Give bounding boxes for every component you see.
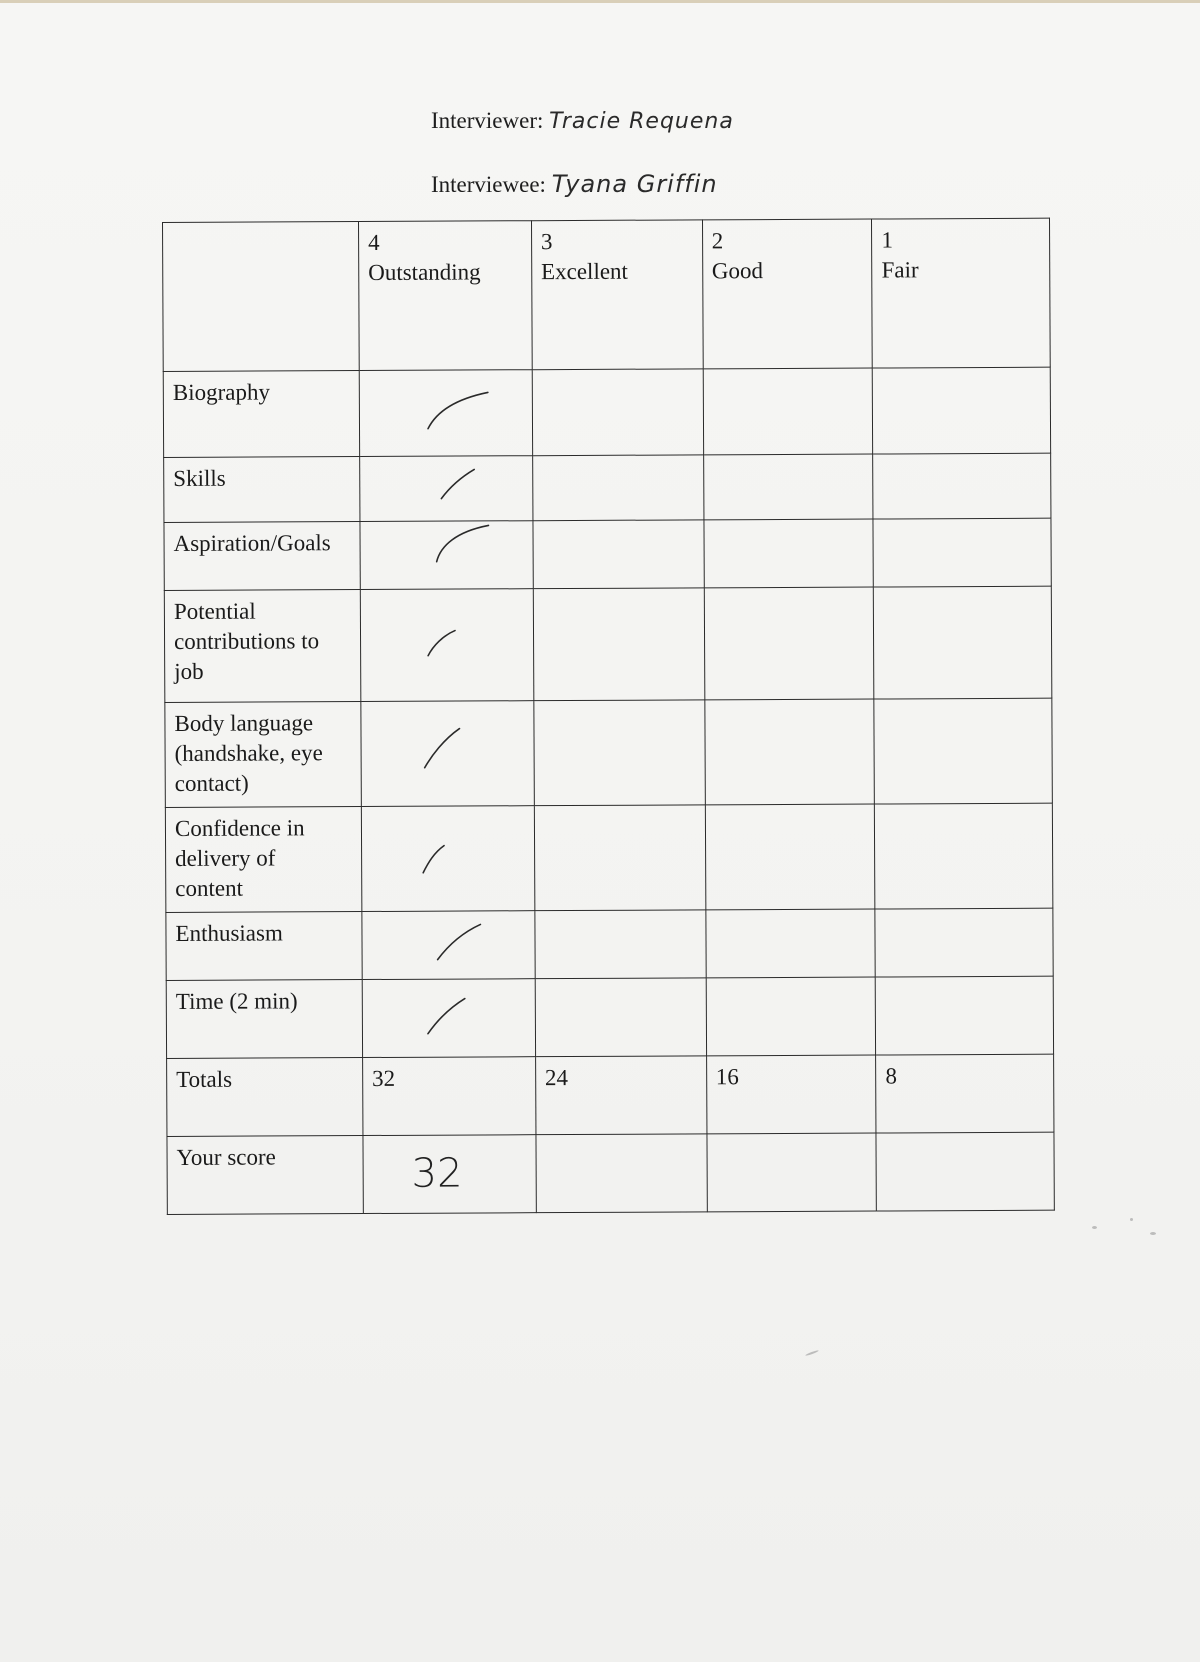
- rating-cell-4[interactable]: [360, 589, 533, 702]
- column-score: 4: [367, 229, 380, 255]
- interviewee-name-handwritten: Tyana Griffin: [551, 170, 718, 198]
- column-label: Fair: [881, 257, 919, 283]
- criterion-label: [164, 522, 360, 591]
- rating-cell-1[interactable]: [875, 803, 1053, 909]
- criterion-row-aspiration-goals: [164, 518, 1051, 590]
- rating-cell-1[interactable]: [873, 367, 1051, 454]
- criterion-label-line: Enthusiasm: [175, 920, 283, 946]
- criterion-row-time: [166, 976, 1053, 1058]
- interviewer-label: Interviewer:: [431, 108, 544, 133]
- rating-cell-3[interactable]: [534, 700, 705, 806]
- rating-cell-1[interactable]: [873, 453, 1051, 519]
- column-score: 2: [711, 228, 724, 254]
- rating-cell-2[interactable]: [705, 804, 875, 910]
- header-cell-good: [702, 219, 872, 369]
- rating-cell-3[interactable]: [532, 369, 703, 456]
- rating-cell-1[interactable]: [873, 518, 1051, 587]
- criterion-label-line: Potential: [173, 598, 256, 624]
- checkmark-icon: [438, 466, 478, 502]
- checkmark-icon: [420, 843, 448, 877]
- checkmark-icon: [426, 388, 492, 432]
- checkmark-icon: [432, 521, 492, 565]
- rating-cell-4[interactable]: [362, 979, 535, 1058]
- rating-cell-1[interactable]: [875, 908, 1053, 977]
- criterion-row-enthusiasm: [166, 908, 1053, 980]
- column-label: Good: [711, 258, 764, 284]
- criterion-row-biography: [163, 367, 1050, 457]
- criterion-label-line: content: [175, 875, 244, 901]
- paper-speck: [1130, 1218, 1133, 1221]
- criterion-label-line: job: [174, 658, 204, 684]
- total-value-2: 16: [706, 1055, 876, 1134]
- rating-cell-4[interactable]: [360, 456, 533, 522]
- your-score-label: Your score: [167, 1136, 363, 1215]
- rating-cell-3[interactable]: [533, 588, 704, 701]
- your-score-cell[interactable]: [363, 1135, 536, 1214]
- rating-cell-4[interactable]: [361, 806, 534, 912]
- checkmark-icon: [425, 996, 469, 1038]
- criterion-label: [165, 807, 361, 913]
- criterion-label: [164, 457, 360, 523]
- criterion-label-line: Biography: [172, 379, 271, 405]
- total-value-3: 24: [535, 1056, 706, 1135]
- rating-cell-4[interactable]: [360, 521, 533, 590]
- criterion-label-line: Confidence in: [174, 815, 305, 841]
- rating-cell-2[interactable]: [705, 909, 875, 978]
- checkmark-icon: [434, 921, 484, 963]
- rating-cell-2[interactable]: [704, 699, 874, 805]
- interviewee-label: Interviewee:: [431, 172, 546, 197]
- column-score: 1: [881, 227, 893, 253]
- rating-cell-2[interactable]: [704, 587, 874, 700]
- paper-top-edge: [0, 0, 1200, 3]
- totals-label: Totals: [167, 1058, 363, 1137]
- criterion-row-confidence: [165, 803, 1053, 912]
- paper-speck: [1150, 1232, 1156, 1235]
- rating-cell-1[interactable]: [874, 698, 1052, 804]
- total-value-1: 8: [876, 1054, 1054, 1133]
- total-value-4: 32: [363, 1057, 536, 1136]
- criterion-row-potential-contributions: [164, 586, 1052, 702]
- your-score-handwritten: 32: [411, 1150, 463, 1197]
- rating-cell-3[interactable]: [535, 978, 706, 1057]
- criterion-label-line: (handshake, eye: [174, 740, 323, 766]
- rating-cell-3[interactable]: [533, 520, 704, 589]
- header-cell-excellent: [531, 220, 703, 370]
- your-score-empty-2[interactable]: [707, 1133, 877, 1212]
- rating-cell-3[interactable]: [535, 910, 706, 979]
- rating-cell-1[interactable]: [876, 976, 1054, 1055]
- paper-speck: [805, 1350, 819, 1357]
- rating-cell-4[interactable]: [361, 701, 534, 807]
- rating-cell-1[interactable]: [874, 586, 1052, 699]
- criterion-row-body-language: [165, 698, 1053, 807]
- criterion-label: [166, 980, 362, 1059]
- header-cell-outstanding: [358, 221, 532, 371]
- rating-cell-2[interactable]: [703, 454, 873, 520]
- interviewee-line: [431, 170, 718, 198]
- rubric-table: [162, 218, 1055, 1215]
- criterion-label-line: Aspiration/Goals: [173, 530, 331, 556]
- your-score-empty-1[interactable]: [876, 1132, 1054, 1211]
- column-score: 3: [540, 229, 553, 255]
- your-score-row: [167, 1132, 1054, 1214]
- checkmark-icon: [425, 628, 459, 660]
- rating-cell-2[interactable]: [706, 977, 876, 1056]
- criterion-row-skills: [164, 453, 1051, 522]
- interviewer-name-handwritten: Tracie Requena: [549, 109, 734, 134]
- rating-cell-4[interactable]: [362, 911, 535, 980]
- interviewer-line: [431, 108, 734, 134]
- criterion-label: [163, 371, 359, 458]
- rubric-header-row: [163, 218, 1051, 371]
- criterion-label-line: contact): [174, 770, 249, 796]
- criterion-label-line: Time (2 min): [175, 988, 298, 1014]
- paper-speck: [1092, 1226, 1097, 1229]
- totals-row: [167, 1054, 1054, 1136]
- rating-cell-4[interactable]: [359, 370, 532, 457]
- criterion-label-line: delivery of: [175, 845, 276, 871]
- column-label: Excellent: [540, 258, 628, 285]
- criterion-label-line: contributions to: [173, 628, 320, 654]
- checkmark-icon: [421, 726, 463, 772]
- rating-cell-3[interactable]: [532, 455, 703, 521]
- header-cell-fair: [872, 218, 1050, 368]
- your-score-empty-3[interactable]: [536, 1134, 707, 1213]
- criterion-label: [164, 590, 360, 703]
- rating-cell-2[interactable]: [703, 368, 873, 455]
- criterion-label-line: Body language: [174, 710, 314, 736]
- criterion-label: [166, 912, 362, 981]
- rating-cell-2[interactable]: [704, 519, 874, 588]
- column-label: Outstanding: [368, 259, 481, 285]
- criterion-label-line: Skills: [173, 465, 226, 491]
- criterion-label: [165, 702, 361, 808]
- rating-cell-3[interactable]: [534, 805, 705, 911]
- header-corner-cell: [163, 222, 360, 372]
